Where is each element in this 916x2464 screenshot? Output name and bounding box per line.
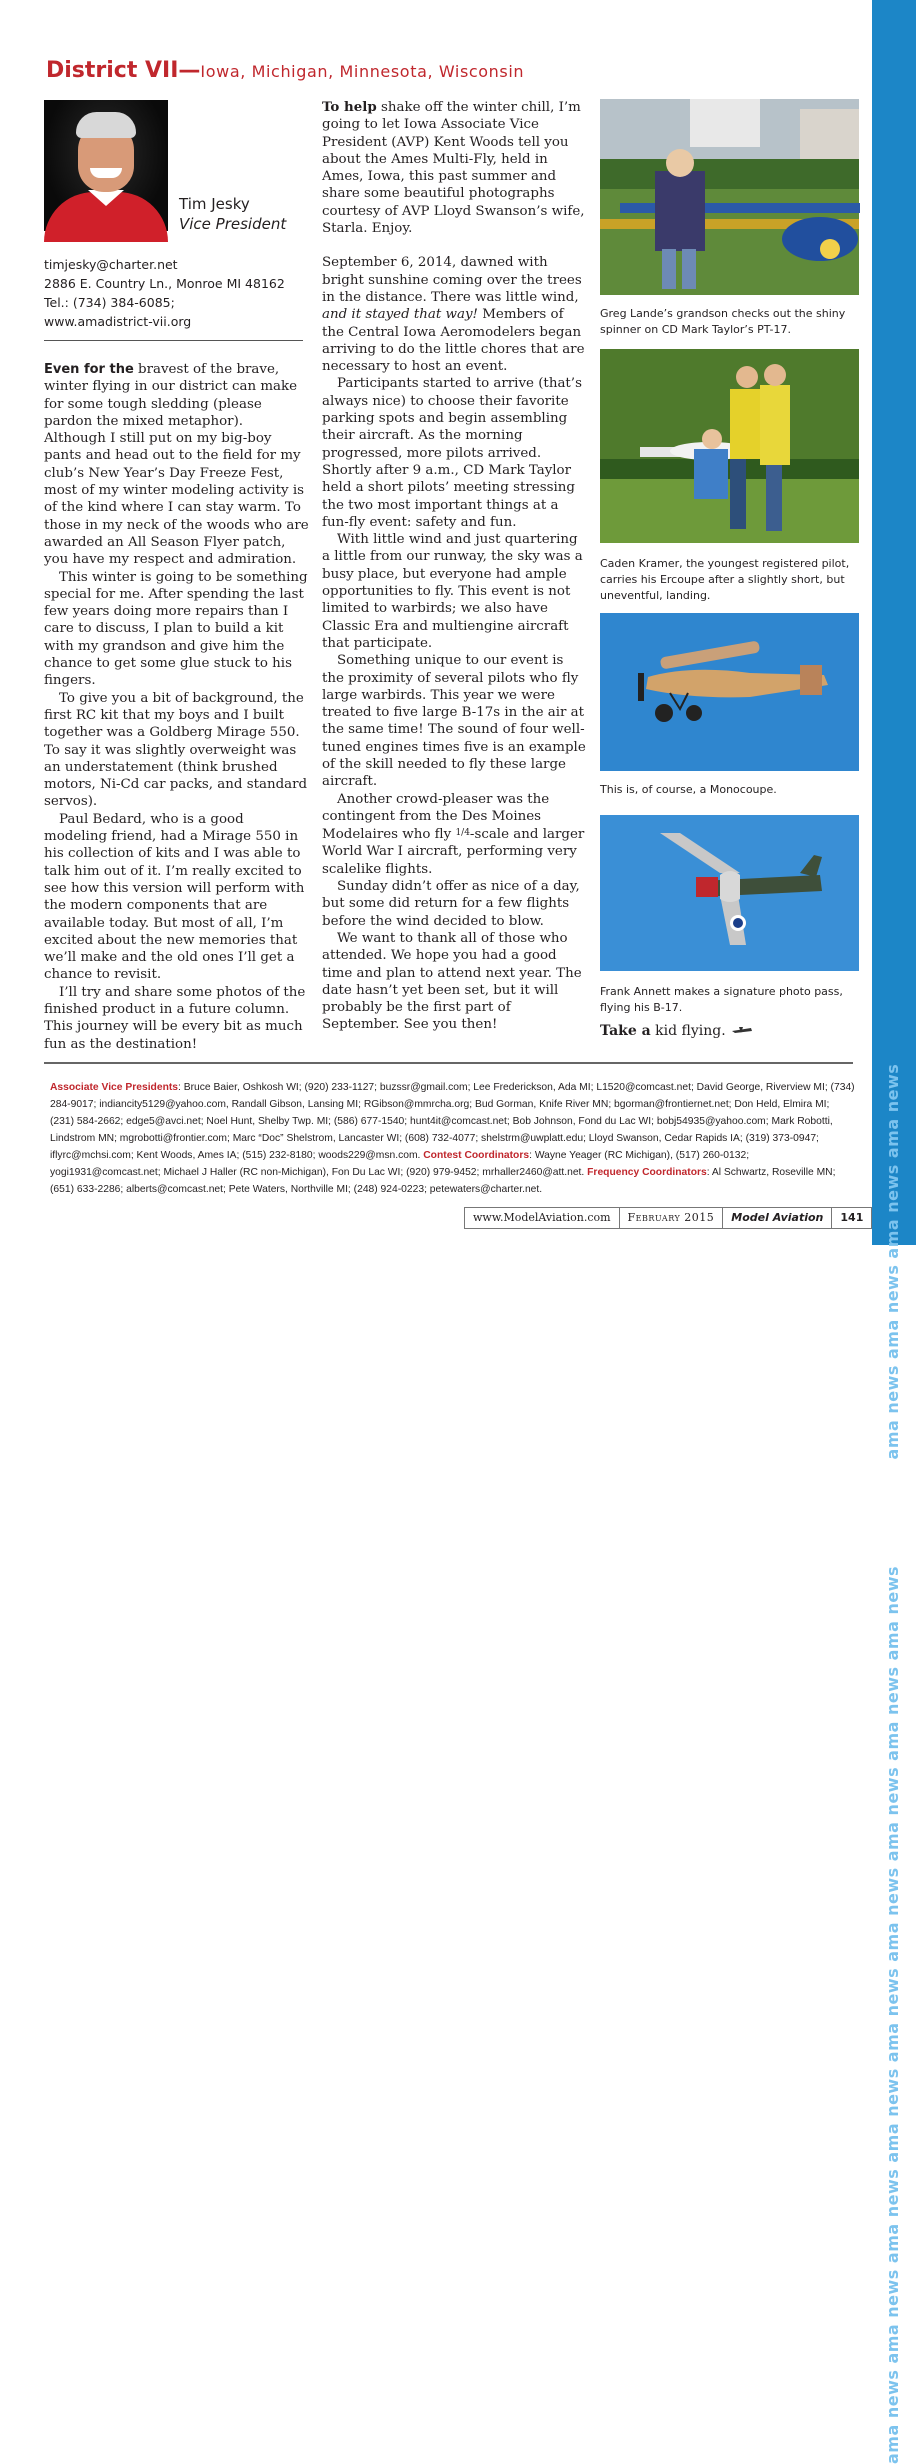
bottom-divider bbox=[44, 1062, 853, 1064]
photo-pt17 bbox=[600, 99, 859, 295]
vp-address: 2886 E. Country Ln., Monroe MI 48162 bbox=[44, 276, 285, 291]
heading-district: District VII— bbox=[46, 58, 201, 83]
col2-paragraph: Another crowd-pleaser was the contingent from the Des Moines Modelaires who fly $^{1/4}$-scale and larger World War I aircraft, performing very scalelike flights. bbox=[322, 791, 585, 877]
col2-paragraph: We want to thank all of those who attended. We hope you had a good time and plan to attend next year. The date hasn’t yet been set, but it will probably be the first part of September. See you then! bbox=[322, 930, 582, 1033]
district-coordinators bbox=[50, 1079, 856, 1198]
col2-paragraph: Sunday didn’t offer as nice of a day, but some did return for a few flights before the wind decided to blow. bbox=[322, 879, 580, 929]
page-footer bbox=[464, 1207, 872, 1229]
col1-paragraph: To give you a bit of background, the first RC kit that my boys and I built together was a Goldberg Mirage 550. To say it was slightly overweight was an understatement (think brushed motors, Ni-Cd car packs, and standard servos). bbox=[44, 690, 308, 810]
frequency-label: Frequency Coordinators bbox=[587, 1167, 707, 1178]
contest-label: Contest Coordinators bbox=[423, 1150, 530, 1161]
col1-paragraph: Paul Bedard, who is a good modeling friend, had a Mirage 550 in his collection of kits and I was able to talk him out of it. I’m really excited to see how this version will perform with the modern components that are available today. But most of all, I’m excited about the new memories that we’ll make and the old ones I’ll get a chance to revisit. bbox=[44, 811, 305, 983]
signoff-rest: kid flying. bbox=[650, 1023, 726, 1039]
district-heading bbox=[46, 58, 524, 83]
caption-b17: Frank Annett makes a signature photo pass, flying his B-17. bbox=[600, 985, 843, 1014]
vp-name: Tim Jesky bbox=[179, 195, 250, 213]
page-number: 141 bbox=[840, 1211, 864, 1224]
col2-paragraph: Something unique to our event is the proximity of several pilots who fly large warbirds. This year we were treated to five large B-17s in the air at the same time! The sound of four well-tuned engines times five is an example of the skill needed to fly these large aircraft. bbox=[322, 653, 586, 790]
photo-b17 bbox=[600, 815, 859, 971]
vp-email[interactable]: timjesky@charter.net bbox=[44, 257, 178, 272]
vp-website[interactable]: www.amadistrict-vii.org bbox=[44, 314, 192, 329]
frequency-list: : Al Schwartz, Roseville MN; (651) 633-2286; alberts@comcast.net; Pete Waters, Northville MI; (248) 924-0223; petewaters@charter.net. bbox=[50, 1167, 836, 1195]
col1-lead: Even for the bbox=[44, 362, 134, 377]
caption-monocoupe: This is, of course, a Monocoupe. bbox=[600, 783, 777, 796]
heading-states: Iowa, Michigan, Minnesota, Wisconsin bbox=[200, 62, 525, 81]
vp-contact bbox=[44, 255, 285, 331]
column-two bbox=[322, 99, 587, 1034]
vp-portrait bbox=[44, 100, 168, 231]
col2-paragraph: Participants started to arrive (that’s always nice) to choose their favorite parking spots and begin assembling their aircraft. As the morning progressed, more pilots arrived. Shortly after 9 a.m., CD Mark Taylor held a short pilots’ meeting stressing the two most important things at a fun-fly event: safety and fun. bbox=[322, 376, 582, 530]
avp-label: Associate Vice Presidents bbox=[50, 1082, 179, 1093]
column-one bbox=[44, 361, 309, 1053]
caption-ercoupe: Caden Kramer, the youngest registered pilot, carries his Ercoupe after a slightly short, but uneventful, landing. bbox=[600, 557, 850, 602]
sidebar-ama-news: ama news ama news ama news ama news ama news ama news ama news ama news ama news ama news ama news ama news ama news ama news bbox=[883, 1063, 902, 2464]
col2-paragraph: To help shake off the winter chill, I’m going to let Iowa Associate Vice President (AVP) Kent Woods tell you about the Ames Multi-Fly, held in Ames, Iowa, this past summer and share some beautiful photographs courtesy of AVP Lloyd Swanson’s wife, Starla. Enjoy. bbox=[322, 99, 585, 237]
col1-paragraph: I’ll try and share some photos of the finished product in a future column. This journey will be every bit as much fun as the destination! bbox=[44, 984, 306, 1052]
vp-title: Vice President bbox=[179, 215, 287, 233]
airplane-icon bbox=[731, 1025, 753, 1035]
signoff-lead: Take a bbox=[600, 1023, 651, 1039]
col1-paragraph: This winter is going to be something special for me. After spending the last few years doing more repairs than I care to discuss, I plan to build a kit with my grandson and give him the chance to get some glue stuck to his fingers. bbox=[44, 569, 308, 689]
photo-monocoupe bbox=[600, 613, 859, 771]
footer-issue: February 2015 bbox=[620, 1208, 724, 1228]
footer-website[interactable]: www.ModelAviation.com bbox=[465, 1208, 620, 1228]
sidebar-strip bbox=[872, 0, 916, 2464]
col2-lead: To help bbox=[322, 99, 377, 115]
contact-divider bbox=[44, 340, 303, 341]
footer-magazine: Model Aviation bbox=[723, 1208, 832, 1228]
vp-name-block bbox=[179, 194, 286, 234]
avp-list: : Bruce Baier, Oshkosh WI; (920) 233-1127; buzssr@gmail.com; Lee Frederickson, Ada MI; L1520@comcast.net; David George, Riverview MI; (734) 284-9017; indiancity5129@yahoo.com, Randall Gibson, Lansing MI; RGibson@mmrcha.org; Bud Gorman, Knife River MN; bgorman@frontiernet.net; Don Held, Elmira MI; (231) 584-2662; edge5@avci.net; Noel Hunt, Shelby Twp. MI; (586) 677-1540; hunt4it@comcast.net; Bob Johnson, Fond du Lac WI; bobj54935@yahoo.com; Mark Robotti, Lindstrom MN; mgrobotti@frontier.com; Marc “Doc” Shelstrom, Lancaster WI; (608) 732-4077; shelstrm@uwplatt.edu; Lloyd Swanson, Cedar Rapids IA; (319) 373-0947; iflyrc@mchsi.com; Kent Woods, Ames IA; (515) 232-8180; woods229@msn.com. bbox=[50, 1082, 855, 1161]
vp-tel: Tel.: (734) 384-6085; bbox=[44, 295, 175, 310]
contest-list: : Wayne Yeager (RC Michigan), (517) 260-0132; yogi1931@comcast.net; Michael J Haller (RC non-Michigan), Fon Du Lac WI; (920) 979-9452; mrhaller2460@att.net. bbox=[50, 1150, 750, 1178]
caption-pt17: Greg Lande’s grandson checks out the shiny spinner on CD Mark Taylor’s PT-17. bbox=[600, 307, 846, 336]
signoff bbox=[600, 1023, 753, 1039]
photo-ercoupe bbox=[600, 349, 859, 543]
col1-paragraph: Even for the bravest of the brave, winter flying in our district can make for some tough sledding (please pardon the mixed metaphor). Although I still put on my big-boy pants and head out to the field for my club’s New Year’s Day Freeze Fest, most of my winter modeling activity is of the kind where I can stay warm. To those in my neck of the woods who are awarded an All Season Flyer patch, you have my respect and admiration. bbox=[44, 362, 309, 568]
col2-paragraph: With little wind and just quartering a little from our runway, the sky was a busy place, but everyone had ample opportunities to fly. This event is not limited to warbirds; we also have Classic Era and multiengine aircraft that participate. bbox=[322, 532, 583, 651]
col2-paragraph: September 6, 2014, dawned with bright sunshine coming over the trees in the distance. There was little wind, and it stayed that way! Members of the Central Iowa Aeromodelers began arriving to do the little chores that are necessary to host an event. bbox=[322, 255, 585, 375]
